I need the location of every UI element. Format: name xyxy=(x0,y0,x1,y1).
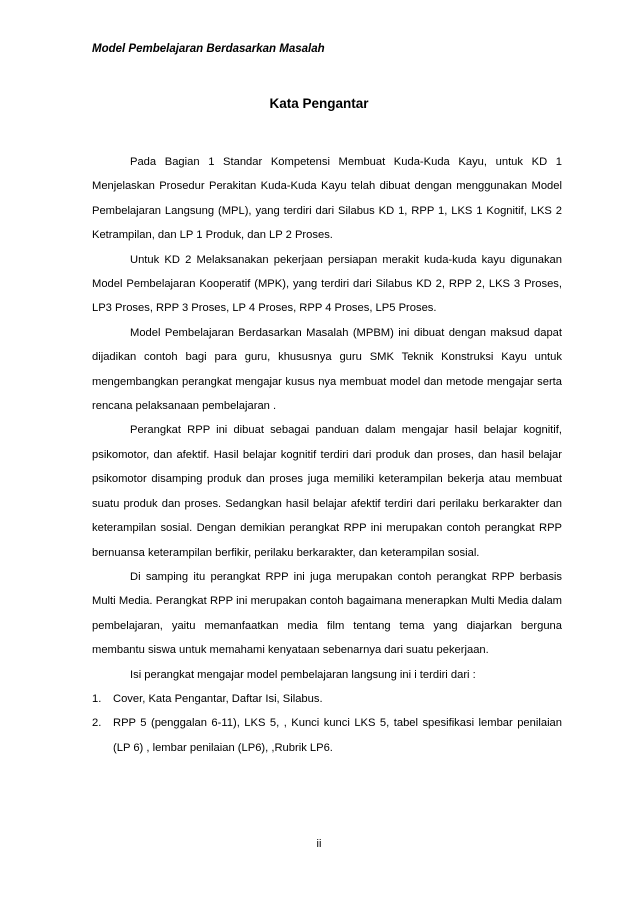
paragraph xyxy=(92,418,562,564)
paragraph xyxy=(92,150,562,248)
page-number: ii xyxy=(316,838,322,850)
running-header: Model Pembelajaran Berdasarkan Masalah xyxy=(92,43,325,55)
list-item xyxy=(92,711,562,760)
paragraph-text: Untuk KD 2 Melaksanakan pekerjaan persiapan merakit kuda-kuda kayu digunakan Model Pembelajaran Kooperatif (MPK), yang terdiri dari Silabus KD 2, RPP 2, LKS 3 Proses, LP3 Proses, RPP 3 Proses, LP 4 Proses, RPP 4 Proses, LP5 Proses. xyxy=(92,253,562,315)
list-item xyxy=(92,687,562,711)
paragraph-text: Model Pembelajaran Berdasarkan Masalah (MPBM) ini dibuat dengan maksud dapat dijadikan contoh bagi para guru, khususnya guru SMK Teknik Konstruksi Kayu untuk mengembangkan perangkat mengajar kusus nya membuat model dan metode mengajar serta rencana pelaksanaan pembelajaran . xyxy=(92,326,562,413)
paragraph xyxy=(92,321,562,419)
paragraph xyxy=(92,663,562,687)
paragraph-text: Pada Bagian 1 Standar Kompetensi Membuat Kuda-Kuda Kayu, untuk KD 1 Menjelaskan Prosedur Perakitan Kuda-Kuda Kayu telah dibuat dengan menggunakan Model Pembelajaran Langsung (MPL), yang terdiri dari Silabus KD 1, RPP 1, LKS 1 Kognitif, LKS 2 Ketrampilan, dan LP 1 Produk, dan LP 2 Proses. xyxy=(92,156,562,242)
list-item-text: Cover, Kata Pengantar, Daftar Isi, Silabus. xyxy=(113,692,323,705)
paragraph-text: Perangkat RPP ini dibuat sebagai panduan dalam mengajar hasil belajar kognitif, psikomotor, dan afektif. Hasil belajar kognitif terdiri dari produk dan proses, dan hasil belajar psikomotor disamping produk dan proses juga memiliki keterampilan bekerja atau membuat suatu produk dan proses. Sedangkan hasil belajar afektif terdiri dari perilaku berkarakter dan keterampilan sosial. Dengan demikian perangkat RPP ini merupakan contoh perangkat RPP bernuansa keterampilan berfikir, perilaku berkarakter, dan keterampilan sosial. xyxy=(92,424,562,559)
paragraph-text: Isi perangkat mengajar model pembelajaran langsung ini i terdiri dari : xyxy=(130,668,476,681)
paragraph xyxy=(92,248,562,321)
page-title: Kata Pengantar xyxy=(269,96,369,111)
paragraph-text: Di samping itu perangkat RPP ini juga merupakan contoh perangkat RPP berbasis Multi Media. Perangkat RPP ini merupakan contoh bagaimana menerapkan Multi Media dalam pembelajaran, yaitu memanfaatkan media film tentang tema yang diajarkan berguna membantu siswa untuk memahami kenyataan sebenarnya dari suatu pekerjaan. xyxy=(92,570,562,657)
paragraph xyxy=(92,565,562,663)
list-item-number: 1. xyxy=(92,692,102,705)
document-body xyxy=(92,150,562,760)
list-item-text: RPP 5 (penggalan 6-11), LKS 5, , Kunci kunci LKS 5, tabel spesifikasi lembar penilaian (LP 6) , lembar penilaian (LP6), ,Rubrik LP6. xyxy=(113,717,562,754)
contents-list xyxy=(92,687,562,760)
list-item-number: 2. xyxy=(92,717,102,730)
